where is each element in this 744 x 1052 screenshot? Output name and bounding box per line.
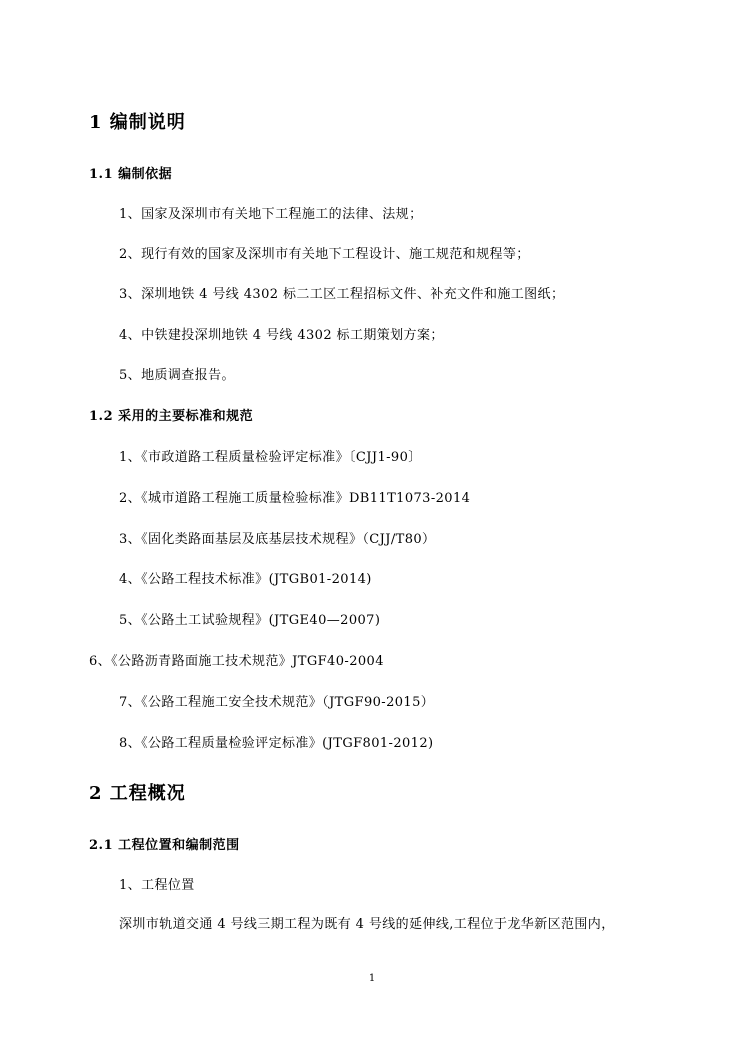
basis-item-3: 3、深圳地铁 4 号线 4302 标二工区工程招标文件、补充文件和施工图纸； [119, 287, 565, 302]
location-paragraph: 深圳市轨道交通 4 号线三期工程为既有 4 号线的延伸线,工程位于龙华新区范围内， [119, 917, 615, 932]
basis-item-4: 4、中铁建投深圳地铁 4 号线 4302 标工期策划方案； [119, 328, 444, 343]
standard-item-7: 7、《公路工程施工安全技术规范》（JTGF90-2015） [119, 695, 435, 710]
standard-item-1: 1、《市政道路工程质量检验评定标准》〔CJJ1-90〕 [119, 450, 422, 465]
section-2-1-heading: 2.1 工程位置和编制范围 [89, 838, 240, 853]
section-1-heading: 1 编制说明 [89, 112, 186, 133]
standard-item-2: 2、《城市道路工程施工质量检验标准》DB11T1073-2014 [119, 491, 471, 506]
section-1-1-heading: 1.1 编制依据 [89, 167, 173, 182]
standard-item-3: 3、《固化类路面基层及底基层技术规程》（CJJ/T80） [119, 532, 436, 547]
page-number: 1 [368, 973, 376, 984]
basis-item-2: 2、现行有效的国家及深圳市有关地下工程设计、施工规范和规程等； [119, 247, 530, 262]
standard-item-4: 4、《公路工程技术标准》(JTGB01-2014) [119, 572, 372, 587]
section-1-2-heading: 1.2 采用的主要标准和规范 [89, 409, 254, 424]
basis-item-1: 1、国家及深圳市有关地下工程施工的法律、法规； [119, 207, 423, 222]
location-item-heading: 1、工程位置 [119, 878, 195, 893]
standard-item-8: 8、《公路工程质量检验评定标准》(JTGF801-2012) [119, 736, 434, 751]
standard-item-6: 6、《公路沥青路面施工技术规范》JTGF40-2004 [89, 654, 384, 669]
basis-item-5: 5、地质调查报告。 [119, 368, 235, 383]
standard-item-5: 5、《公路土工试验规程》(JTGE40—2007) [119, 613, 381, 628]
section-2-heading: 2 工程概况 [89, 783, 186, 804]
